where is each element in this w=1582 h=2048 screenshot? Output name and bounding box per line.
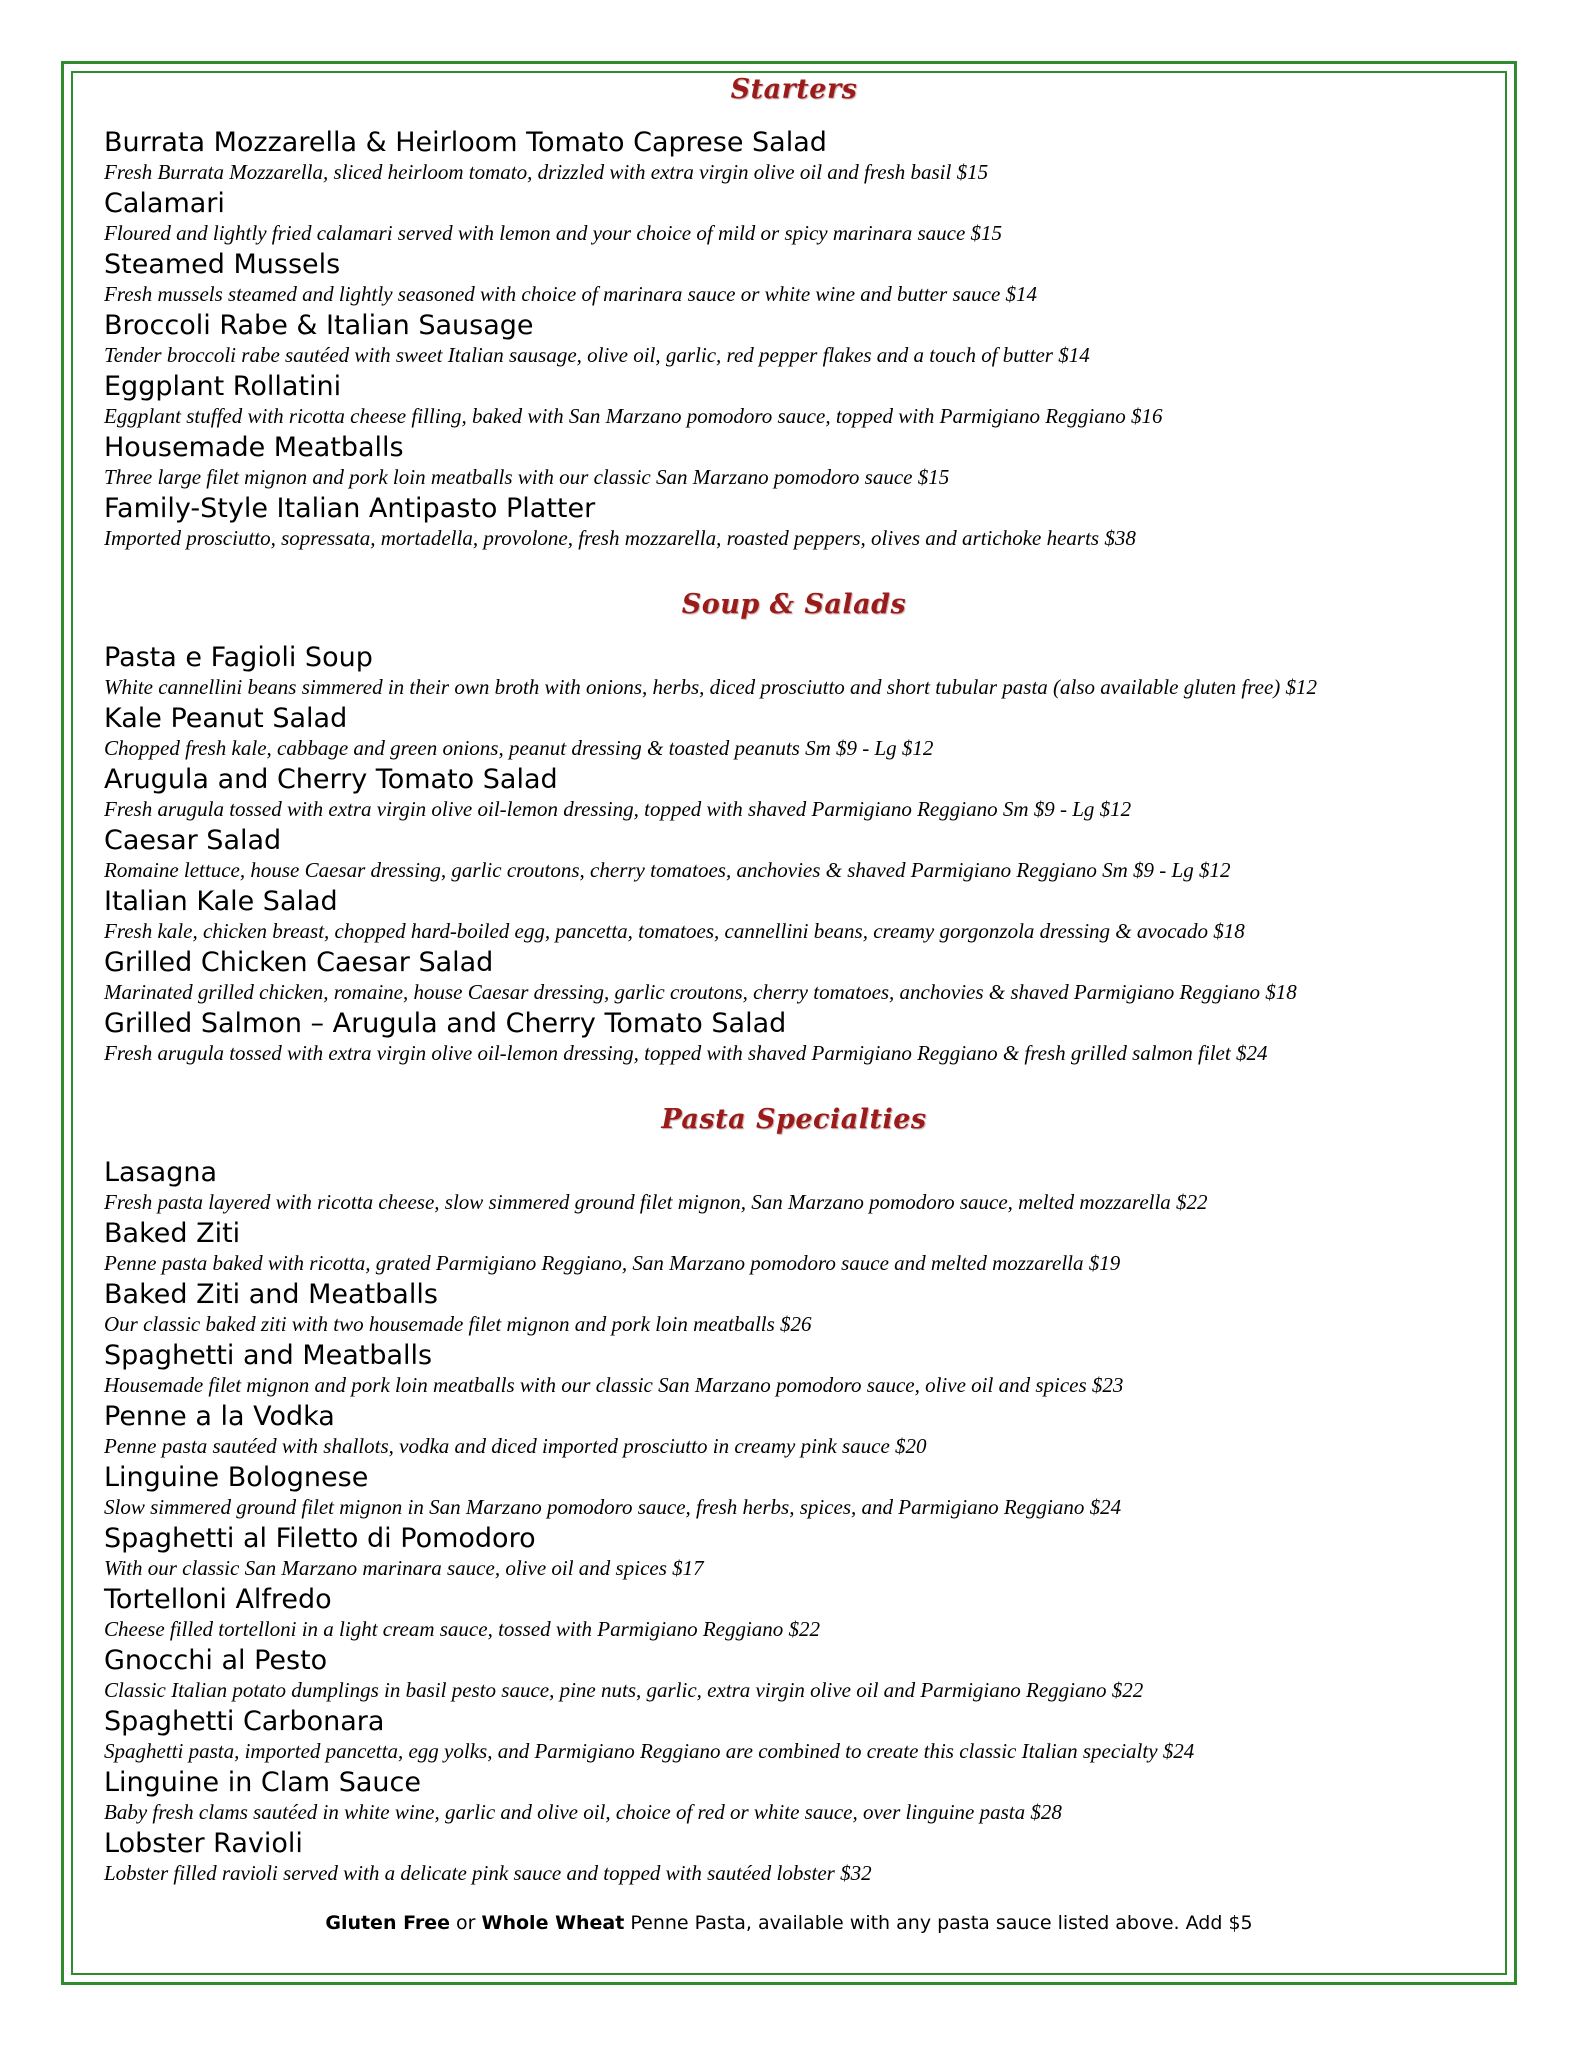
menu-item <box>104 1217 1484 1278</box>
menu-content <box>104 72 1484 1922</box>
menu-item-name: Baked Ziti and Meatballs <box>104 1279 438 1310</box>
menu-item-name: Burrata Mozzarella & Heirloom Tomato Caprese Salad <box>104 127 827 158</box>
section-soup-salads <box>104 587 1484 1068</box>
menu-item <box>104 1278 1484 1339</box>
menu-item-description: Housemade filet mignon and pork loin meatballs with our classic San Marzano pomodoro sauce, olive oil and spices $23 <box>104 1373 1124 1397</box>
menu-item-name: Kale Peanut Salad <box>104 703 348 734</box>
menu-item-description: Spaghetti pasta, imported pancetta, egg yolks, and Parmigiano Reggiano are combined to create this classic Italian specialty $24 <box>104 1739 1195 1763</box>
menu-item-name: Italian Kale Salad <box>104 886 338 917</box>
menu-item <box>104 1156 1484 1217</box>
menu-item-name: Spaghetti al Filetto di Pomodoro <box>104 1523 536 1554</box>
menu-item-name: Pasta e Fagioli Soup <box>104 642 373 673</box>
menu-item-name: Eggplant Rollatini <box>104 371 342 402</box>
menu-item-name: Caesar Salad <box>104 825 282 856</box>
section-pasta-specialties <box>104 1102 1484 1888</box>
menu-item-description: Our classic baked ziti with two housemade filet mignon and pork loin meatballs $26 <box>104 1312 812 1336</box>
menu-item-name: Grilled Salmon – Arugula and Cherry Tomato Salad <box>104 1008 787 1039</box>
menu-item-name: Lasagna <box>104 1157 217 1188</box>
menu-item-description: Tender broccoli rabe sautéed with sweet Italian sausage, olive oil, garlic, red pepper flakes and a touch of butter $14 <box>104 343 1090 367</box>
menu-item <box>104 1461 1484 1522</box>
menu-item <box>104 702 1484 763</box>
footer-text-or: or <box>450 1912 482 1934</box>
menu-item <box>104 641 1484 702</box>
menu-item-description: Fresh kale, chicken breast, chopped hard-boiled egg, pancetta, tomatoes, cannellini beans, creamy gorgonzola dressing & avocado $18 <box>104 919 1245 943</box>
menu-item-description: Slow simmered ground filet mignon in San Marzano pomodoro sauce, fresh herbs, spices, and Parmigiano Reggiano $24 <box>104 1495 1122 1519</box>
menu-item-description: Eggplant stuffed with ricotta cheese filling, baked with San Marzano pomodoro sauce, topped with Parmigiano Reggiano $16 <box>104 404 1163 428</box>
footer-text: Penne Pasta, available with any pasta sauce listed above. Add $5 <box>624 1912 1253 1934</box>
menu-item-description: Fresh pasta layered with ricotta cheese, slow simmered ground filet mignon, San Marzano pomodoro sauce, melted mozzarella $22 <box>104 1190 1208 1214</box>
menu-item-name: Baked Ziti <box>104 1218 241 1249</box>
menu-item-name: Gnocchi al Pesto <box>104 1645 328 1676</box>
menu-item <box>104 1827 1484 1888</box>
menu-item-name: Spaghetti and Meatballs <box>104 1340 433 1371</box>
menu-item-name: Housemade Meatballs <box>104 432 404 463</box>
menu-item-description: Penne pasta baked with ricotta, grated Parmigiano Reggiano, San Marzano pomodoro sauce and melted mozzarella $19 <box>104 1251 1121 1275</box>
section-title: Pasta Specialties <box>661 1104 927 1135</box>
menu-item <box>104 1400 1484 1461</box>
menu-item-name: Tortelloni Alfredo <box>104 1584 332 1615</box>
menu-item-description: White cannellini beans simmered in their own broth with onions, herbs, diced prosciutto and short tubular pasta (also available gluten free) $12 <box>104 675 1318 699</box>
menu-item-description: With our classic San Marzano marinara sauce, olive oil and spices $17 <box>104 1556 704 1580</box>
menu-item-description: Marinated grilled chicken, romaine, house Caesar dressing, garlic croutons, cherry tomatoes, anchovies & shaved Parmigiano Reggiano $18 <box>104 980 1297 1004</box>
footer-note <box>61 1912 1517 1934</box>
menu-item-description: Lobster filled ravioli served with a delicate pink sauce and topped with sautéed lobster $32 <box>104 1861 872 1885</box>
menu-item-name: Steamed Mussels <box>104 249 341 280</box>
menu-item-description: Fresh arugula tossed with extra virgin olive oil-lemon dressing, topped with shaved Parmigiano Reggiano Sm $9 - Lg $12 <box>104 797 1132 821</box>
menu-item <box>104 370 1484 431</box>
menu-item-description: Imported prosciutto, sopressata, mortadella, provolone, fresh mozzarella, roasted peppers, olives and artichoke hearts $38 <box>104 526 1136 550</box>
footer-bold-gluten-free: Gluten Free <box>325 1912 450 1934</box>
section-title: Starters <box>730 74 858 105</box>
menu-item <box>104 763 1484 824</box>
menu-item <box>104 492 1484 553</box>
section-title: Soup & Salads <box>681 589 907 620</box>
menu-item <box>104 248 1484 309</box>
menu-item-name: Penne a la Vodka <box>104 1401 335 1432</box>
section-starters <box>104 72 1484 553</box>
menu-item <box>104 824 1484 885</box>
menu-item <box>104 1583 1484 1644</box>
menu-item-name: Linguine in Clam Sauce <box>104 1767 421 1798</box>
menu-item <box>104 1339 1484 1400</box>
menu-item <box>104 1766 1484 1827</box>
menu-item-name: Broccoli Rabe & Italian Sausage <box>104 310 534 341</box>
menu-item <box>104 1522 1484 1583</box>
menu-item-name: Linguine Bolognese <box>104 1462 369 1493</box>
menu-item-description: Chopped fresh kale, cabbage and green onions, peanut dressing & toasted peanuts Sm $9 - Lg $12 <box>104 736 934 760</box>
menu-item-name: Calamari <box>104 188 225 219</box>
menu-item-description: Baby fresh clams sautéed in white wine, garlic and olive oil, choice of red or white sauce, over linguine pasta $28 <box>104 1800 1062 1824</box>
menu-item-description: Cheese filled tortelloni in a light cream sauce, tossed with Parmigiano Reggiano $22 <box>104 1617 821 1641</box>
menu-item-description: Fresh Burrata Mozzarella, sliced heirloom tomato, drizzled with extra virgin olive oil and fresh basil $15 <box>104 160 989 184</box>
menu-item <box>104 187 1484 248</box>
menu-item-name: Family-Style Italian Antipasto Platter <box>104 493 596 524</box>
menu-item-description: Penne pasta sautéed with shallots, vodka and diced imported prosciutto in creamy pink sauce $20 <box>104 1434 927 1458</box>
items-list <box>104 126 1484 553</box>
menu-item <box>104 431 1484 492</box>
menu-item <box>104 885 1484 946</box>
menu-item-description: Fresh mussels steamed and lightly seasoned with choice of marinara sauce or white wine and butter sauce $14 <box>104 282 1038 306</box>
menu-item-description: Three large filet mignon and pork loin meatballs with our classic San Marzano pomodoro sauce $15 <box>104 465 950 489</box>
menu-item-description: Fresh arugula tossed with extra virgin olive oil-lemon dressing, topped with shaved Parmigiano Reggiano & fresh grilled salmon filet $24 <box>104 1041 1268 1065</box>
items-list <box>104 641 1484 1068</box>
menu-item-description: Floured and lightly fried calamari served with lemon and your choice of mild or spicy marinara sauce $15 <box>104 221 1003 245</box>
footer-bold-whole-wheat: Whole Wheat <box>481 1912 625 1934</box>
menu-item-description: Classic Italian potato dumplings in basil pesto sauce, pine nuts, garlic, extra virgin olive oil and Parmigiano Reggiano $22 <box>104 1678 1144 1702</box>
menu-item <box>104 309 1484 370</box>
menu-item <box>104 1644 1484 1705</box>
menu-item-description: Romaine lettuce, house Caesar dressing, garlic croutons, cherry tomatoes, anchovies & shaved Parmigiano Reggiano Sm $9 - Lg $12 <box>104 858 1231 882</box>
menu-item <box>104 1705 1484 1766</box>
menu-item-name: Grilled Chicken Caesar Salad <box>104 947 494 978</box>
menu-item <box>104 1007 1484 1068</box>
menu-item-name: Arugula and Cherry Tomato Salad <box>104 764 558 795</box>
menu-item-name: Spaghetti Carbonara <box>104 1706 385 1737</box>
menu-item <box>104 126 1484 187</box>
menu-item-name: Lobster Ravioli <box>104 1828 303 1859</box>
items-list <box>104 1156 1484 1888</box>
menu-item <box>104 946 1484 1007</box>
